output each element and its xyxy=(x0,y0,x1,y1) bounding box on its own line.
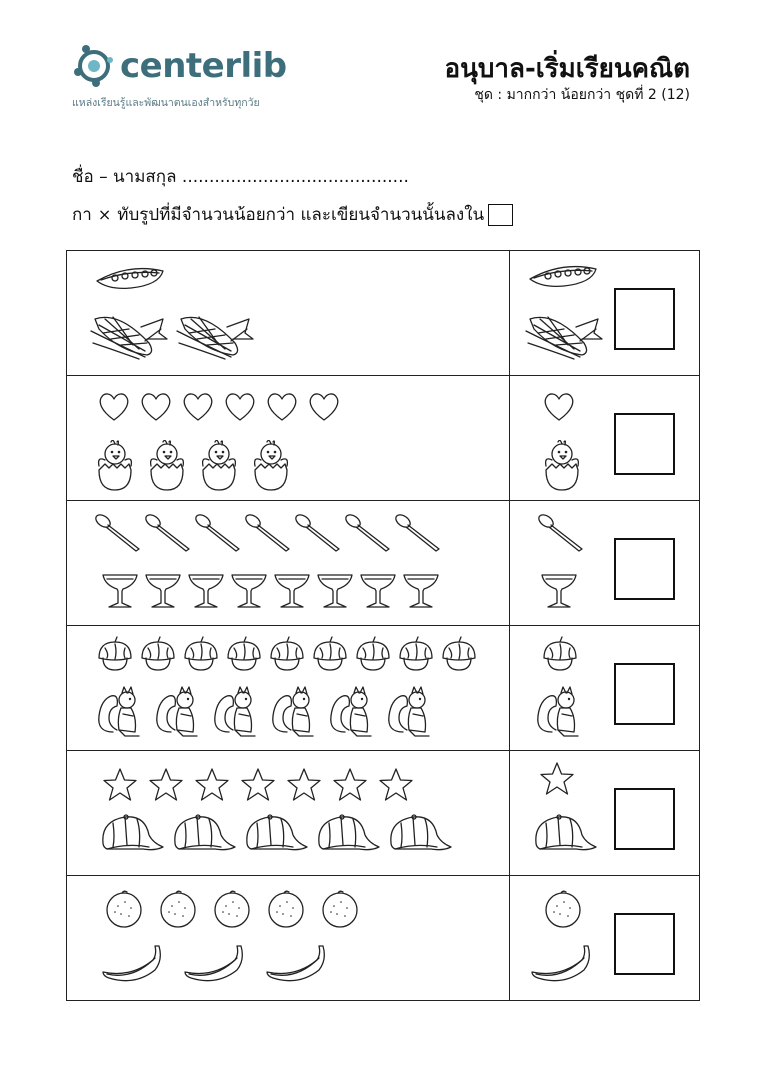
answer-cell xyxy=(510,376,700,501)
acorn-icon[interactable] xyxy=(95,636,135,672)
squirrel-icon[interactable] xyxy=(153,686,199,738)
glass-icon[interactable] xyxy=(316,571,354,611)
answer-box[interactable] xyxy=(614,788,675,850)
key-picture xyxy=(542,390,576,424)
cap-icon[interactable] xyxy=(99,813,165,855)
heart-icon[interactable] xyxy=(265,390,299,424)
star-icon[interactable] xyxy=(193,767,231,803)
acorn-icon[interactable] xyxy=(267,636,307,672)
worksheet-row xyxy=(67,501,700,626)
heart-icon[interactable] xyxy=(223,390,257,424)
corn-icon[interactable] xyxy=(175,299,255,361)
picture-group-cell xyxy=(67,751,510,876)
key-picture xyxy=(526,259,600,293)
acorn-icon[interactable] xyxy=(439,636,479,672)
spoon-icon xyxy=(536,513,586,553)
banana-icon[interactable] xyxy=(101,942,163,982)
answer-cell xyxy=(510,751,700,876)
brand-logo xyxy=(72,42,312,112)
glass-icon[interactable] xyxy=(101,571,139,611)
acorn-icon[interactable] xyxy=(181,636,221,672)
glass-icon[interactable] xyxy=(187,571,225,611)
squirrel-icon[interactable] xyxy=(95,686,141,738)
spoon-icon[interactable] xyxy=(293,513,343,553)
star-icon xyxy=(538,761,576,797)
glass-icon[interactable] xyxy=(273,571,311,611)
squirrel-icon[interactable] xyxy=(211,686,257,738)
logo-mark-icon xyxy=(72,42,118,88)
orange-group[interactable] xyxy=(103,888,361,930)
glass-icon[interactable] xyxy=(402,571,440,611)
heart-icon[interactable] xyxy=(139,390,173,424)
answer-box[interactable] xyxy=(614,413,675,475)
spoon-icon[interactable] xyxy=(143,513,193,553)
acorn-icon[interactable] xyxy=(224,636,264,672)
orange-icon[interactable] xyxy=(103,888,145,930)
orange-icon[interactable] xyxy=(265,888,307,930)
worksheet-row xyxy=(67,751,700,876)
glass-group[interactable] xyxy=(101,571,440,611)
pea-pod-icon xyxy=(526,259,600,293)
star-group[interactable] xyxy=(101,767,415,803)
answer-cell xyxy=(510,501,700,626)
heart-group[interactable] xyxy=(97,390,341,424)
answer-box-example xyxy=(488,204,513,226)
chick-group[interactable] xyxy=(95,440,291,492)
instruction-before: กา xyxy=(72,205,92,225)
cap-icon xyxy=(532,813,598,855)
squirrel-icon[interactable] xyxy=(327,686,373,738)
heart-icon[interactable] xyxy=(97,390,131,424)
orange-icon[interactable] xyxy=(211,888,253,930)
acorn-icon[interactable] xyxy=(353,636,393,672)
brand-name: centerlib xyxy=(120,46,287,86)
banana-group[interactable] xyxy=(101,942,327,982)
instruction-after: ทับรูปที่มีจำนวนน้อยกว่า และเขียนจำนวนนั้นลงใน xyxy=(117,205,485,225)
chick-icon[interactable] xyxy=(147,440,187,492)
picture-group-cell xyxy=(67,626,510,751)
chick-icon[interactable] xyxy=(95,440,135,492)
heart-icon[interactable] xyxy=(181,390,215,424)
chick-icon[interactable] xyxy=(199,440,239,492)
glass-icon[interactable] xyxy=(144,571,182,611)
spoon-icon[interactable] xyxy=(243,513,293,553)
corn-icon[interactable] xyxy=(89,299,169,361)
star-icon[interactable] xyxy=(377,767,415,803)
worksheet-row xyxy=(67,876,700,1001)
picture-group-cell xyxy=(67,251,510,376)
chick-icon[interactable] xyxy=(251,440,291,492)
key-picture xyxy=(532,813,598,855)
worksheet-row xyxy=(67,376,700,501)
squirrel-icon[interactable] xyxy=(385,686,431,738)
cross-mark-icon: × xyxy=(97,205,112,224)
squirrel-icon[interactable] xyxy=(269,686,315,738)
banana-icon xyxy=(530,942,592,982)
star-icon[interactable] xyxy=(285,767,323,803)
squirrel-group[interactable] xyxy=(95,686,431,738)
star-icon[interactable] xyxy=(331,767,369,803)
answer-box[interactable] xyxy=(614,538,675,600)
key-picture xyxy=(524,299,604,361)
acorn-icon xyxy=(540,636,580,672)
acorn-icon[interactable] xyxy=(310,636,350,672)
orange-icon xyxy=(542,888,584,930)
cap-icon[interactable] xyxy=(243,813,309,855)
chick-icon xyxy=(542,440,582,492)
star-icon[interactable] xyxy=(101,767,139,803)
key-picture xyxy=(540,636,580,672)
glass-icon[interactable] xyxy=(230,571,268,611)
star-icon[interactable] xyxy=(239,767,277,803)
corn-icon xyxy=(524,299,604,361)
spoon-icon[interactable] xyxy=(393,513,443,553)
acorn-group[interactable] xyxy=(95,636,479,672)
pea-pod-icon[interactable] xyxy=(93,261,167,295)
key-picture xyxy=(534,686,580,738)
answer-box[interactable] xyxy=(614,663,675,725)
spoon-icon[interactable] xyxy=(343,513,393,553)
spoon-icon[interactable] xyxy=(93,513,143,553)
answer-cell xyxy=(510,251,700,376)
answer-box[interactable] xyxy=(614,288,675,350)
picture-group-cell xyxy=(67,876,510,1001)
acorn-icon[interactable] xyxy=(138,636,178,672)
glass-icon[interactable] xyxy=(359,571,397,611)
key-picture xyxy=(540,571,578,611)
cap-icon[interactable] xyxy=(315,813,381,855)
key-picture xyxy=(542,440,582,492)
orange-icon[interactable] xyxy=(157,888,199,930)
worksheet-row xyxy=(67,251,700,376)
glass-icon xyxy=(540,571,578,611)
key-picture xyxy=(536,513,586,553)
answer-cell xyxy=(510,876,700,1001)
star-icon[interactable] xyxy=(147,767,185,803)
answer-cell xyxy=(510,626,700,751)
page-title: อนุบาล-เริ่มเรียนคณิต xyxy=(444,54,690,84)
squirrel-icon xyxy=(534,686,580,738)
heart-icon xyxy=(542,390,576,424)
key-picture xyxy=(542,888,584,930)
cap-icon[interactable] xyxy=(387,813,453,855)
answer-box[interactable] xyxy=(614,913,675,975)
brand-tagline: แหล่งเรียนรู้และพัฒนาตนเองสำหรับทุกวัย xyxy=(72,97,260,109)
corn-group[interactable] xyxy=(89,299,255,361)
picture-group-cell xyxy=(67,376,510,501)
acorn-icon[interactable] xyxy=(396,636,436,672)
pea-pod-group[interactable] xyxy=(93,261,167,295)
instruction xyxy=(72,201,513,228)
key-picture xyxy=(538,761,576,797)
spoon-icon[interactable] xyxy=(193,513,243,553)
worksheet-row xyxy=(67,626,700,751)
spoon-group[interactable] xyxy=(93,513,443,553)
worksheet-table xyxy=(66,250,700,1001)
key-picture xyxy=(530,942,592,982)
orange-icon[interactable] xyxy=(319,888,361,930)
page-subtitle: ชุด : มากกว่า น้อยกว่า ชุดที่ 2 (12) xyxy=(474,87,690,103)
banana-icon[interactable] xyxy=(183,942,245,982)
cap-group[interactable] xyxy=(99,813,453,855)
name-field-line[interactable]: ชื่อ – นามสกุล .......................................... xyxy=(72,167,409,187)
banana-icon[interactable] xyxy=(265,942,327,982)
picture-group-cell xyxy=(67,501,510,626)
cap-icon[interactable] xyxy=(171,813,237,855)
heart-icon[interactable] xyxy=(307,390,341,424)
